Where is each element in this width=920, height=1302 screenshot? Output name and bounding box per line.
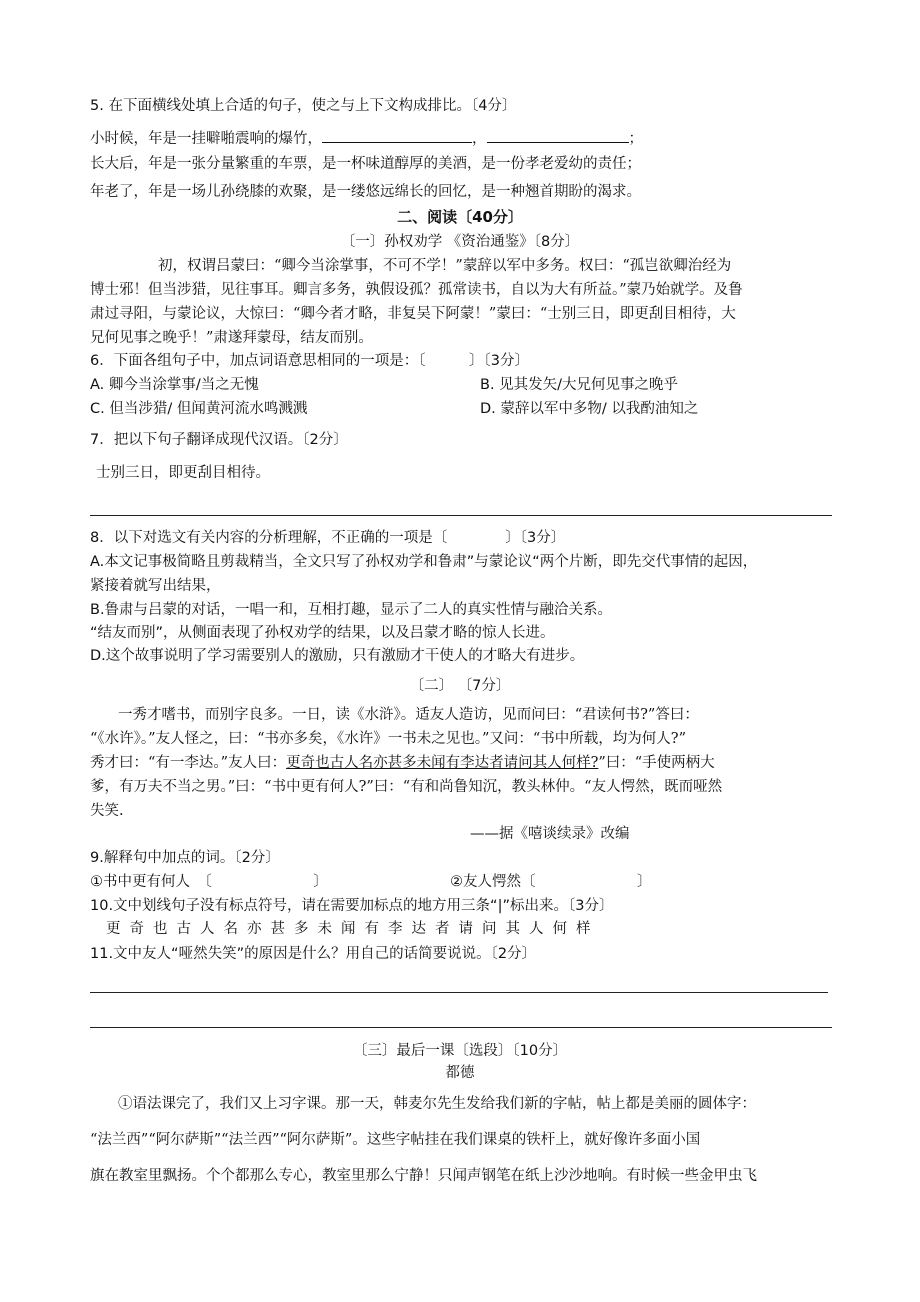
q5-line1-comma: ， — [472, 131, 487, 147]
q11-answer-line-1[interactable] — [90, 992, 828, 993]
q8-line: D.这个故事说明了学习需要别人的激励，只有激励才干使人的才略大有进步。 — [90, 648, 585, 664]
q11-prompt: 11.文中友人“哑然失笑”的原因是什么？用自己的话简要说说。〔2分〕 — [90, 946, 537, 962]
q9-item-2[interactable]: ②友人愕然〔 〕 — [450, 874, 652, 890]
passage1-line: 初，权谓吕蒙曰：“卿今当涂掌事，不可不学！”蒙辞以军中多务。权曰：“孤岂欲卿治经为 — [158, 258, 732, 274]
q5-line2: 长大后，年是一张分量繁重的车票，是一杯味道醇厚的美酒，是一份孝老爱幼的责任； — [90, 156, 641, 172]
q5-blank-1[interactable] — [322, 128, 472, 143]
q6-option-b[interactable]: B. 见其发矢/大兄何见事之晚乎 — [480, 377, 679, 393]
passage2-line: “《水许》。”友人怪之，曰：“书亦多矣，《水许》一书未之见也。”又问：“书中所载，均为何人?” — [90, 731, 686, 747]
passage1-line: 兄何见事之晚乎！”肃遂拜蒙母，结友而别。 — [90, 330, 373, 346]
q5-line1-prefix: 小时候，年是一挂噼啪震响的爆竹， — [90, 131, 322, 147]
q8-prompt: 8．以下对选文有关内容的分析理解，不正确的一项是〔 〕〔3分〕 — [90, 530, 566, 546]
q10-sentence[interactable]: 更奇也古人名亦甚多未闻有李达者请问其人何样 — [106, 921, 600, 937]
q8-line: 紧接着就写出结果， — [90, 578, 221, 594]
passage3-line: 旗在教室里飘扬。个个都那么专心，教室里那么宁静！只闻声钢笔在纸上沙沙地响。有时候一些金甲虫飞 — [90, 1168, 757, 1184]
q10-prompt: 10.文中划线句子没有标点符号，请在需要加标点的地方用三条“|”标出来。〔3分〕 — [90, 898, 614, 914]
q5-line3: 年老了，年是一场儿孙绕膝的欢聚，是一缕悠远绵长的回忆，是一种翘首期盼的渴求。 — [90, 184, 641, 200]
q6-option-a[interactable]: A. 卿今当涂掌事/当之无愧 — [90, 377, 259, 393]
passage2-line: 爹，有万夫不当之男。”曰：“书中更有何人?”曰：“有和尚鲁知沉，教头林仲。“友人愕然，既而哑然 — [90, 779, 723, 795]
q8-line: A.本文记事极简略且剪裁精当，全文只写了孙权劝学和鲁肃”与蒙论议“两个片断，即先交代事情的起因， — [90, 554, 758, 570]
passage3-line: “法兰西”“阿尔萨斯”“法兰西”“阿尔萨斯”。这些字帖挂在我们课桌的铁杆上，就好像许多面小国 — [90, 1132, 701, 1148]
q5-prompt: 5. 在下面横线处填上合适的句子，使之与上下文构成排比。〔4分〕 — [90, 98, 517, 114]
passage2-line: 一秀才嗜书，而别字良多。一日，读《水浒》。适友人造访，见而问曰：“君读何书?”答曰： — [118, 707, 699, 723]
passage1-title: 〔一〕孙权劝学 《资治通鉴》〔8分〕 — [340, 234, 580, 250]
passage2-source: ——据《嘻谈续录》改编 — [470, 826, 630, 842]
passage1-line: 肃过寻阳，与蒙论议，大惊曰：“卿今者才略，非复吴下阿蒙！”蒙曰：“士别三日，即更刮目相待，大 — [90, 306, 736, 322]
q7-prompt: 7．把以下句子翻译成现代汉语。〔2分〕 — [90, 432, 348, 448]
passage2-line-start: 秀才曰：“有一李达。”友人曰： — [90, 755, 287, 771]
q11-answer-line-2[interactable] — [90, 1027, 832, 1028]
q6-prompt: 6．下面各组句子中，加点词语意思相同的一项是：〔 〕〔3分〕 — [90, 353, 529, 369]
section-title: 二、阅读〔40分〕 — [397, 208, 523, 226]
q9-prompt: 9.解释句中加点的词。〔2分〕 — [90, 850, 280, 866]
q8-line: B.鲁肃与吕蒙的对话，一唱一和，互相打趣，显示了二人的真实性情与融洽关系。 — [90, 602, 613, 618]
passage2-line-end: ”曰：“手使两柄大 — [598, 755, 715, 771]
passage3-title: 〔三〕最后一课〔选段〕〔10分〕 — [352, 1043, 568, 1059]
q7-answer-line[interactable] — [90, 515, 832, 516]
passage2-underlined-sentence: 更奇也古人名亦甚多未闻有李达者请问其人何样? — [286, 755, 599, 771]
passage1-line: 博士邪！但当涉猎，见往事耳。卿言多务，孰假设孤？孤常读书，自以为大有所益。”蒙乃始就学。及鲁 — [90, 282, 743, 298]
passage3-author: 都德 — [445, 1065, 475, 1081]
q7-sentence: 士别三日，即更刮目相待。 — [96, 465, 270, 481]
q6-option-c[interactable]: C. 但当涉猎/ 但闻黄河流水鸣溅溅 — [90, 401, 308, 417]
passage2-title: 〔二〕 〔7分〕 — [409, 678, 511, 694]
passage2-line: 失笑. — [90, 803, 124, 819]
q6-option-d[interactable]: D. 蒙辞以军中多物/ 以我酌油知之 — [480, 401, 699, 417]
q5-line1-end: ； — [628, 131, 643, 147]
passage3-line: ①语法课完了，我们又上习字课。那一天，韩麦尔先生发给我们新的字帖，帖上都是美丽的圆体字： — [118, 1096, 756, 1112]
q5-blank-2[interactable] — [487, 128, 629, 143]
q8-line: “结友而别”，从侧面表现了孙权劝学的结果，以及吕蒙才略的惊人长进。 — [90, 625, 555, 641]
passage2-line — [90, 754, 715, 772]
q5-line1 — [90, 128, 643, 148]
q9-item-1[interactable]: ①书中更有何人 〔 〕 — [90, 874, 328, 890]
